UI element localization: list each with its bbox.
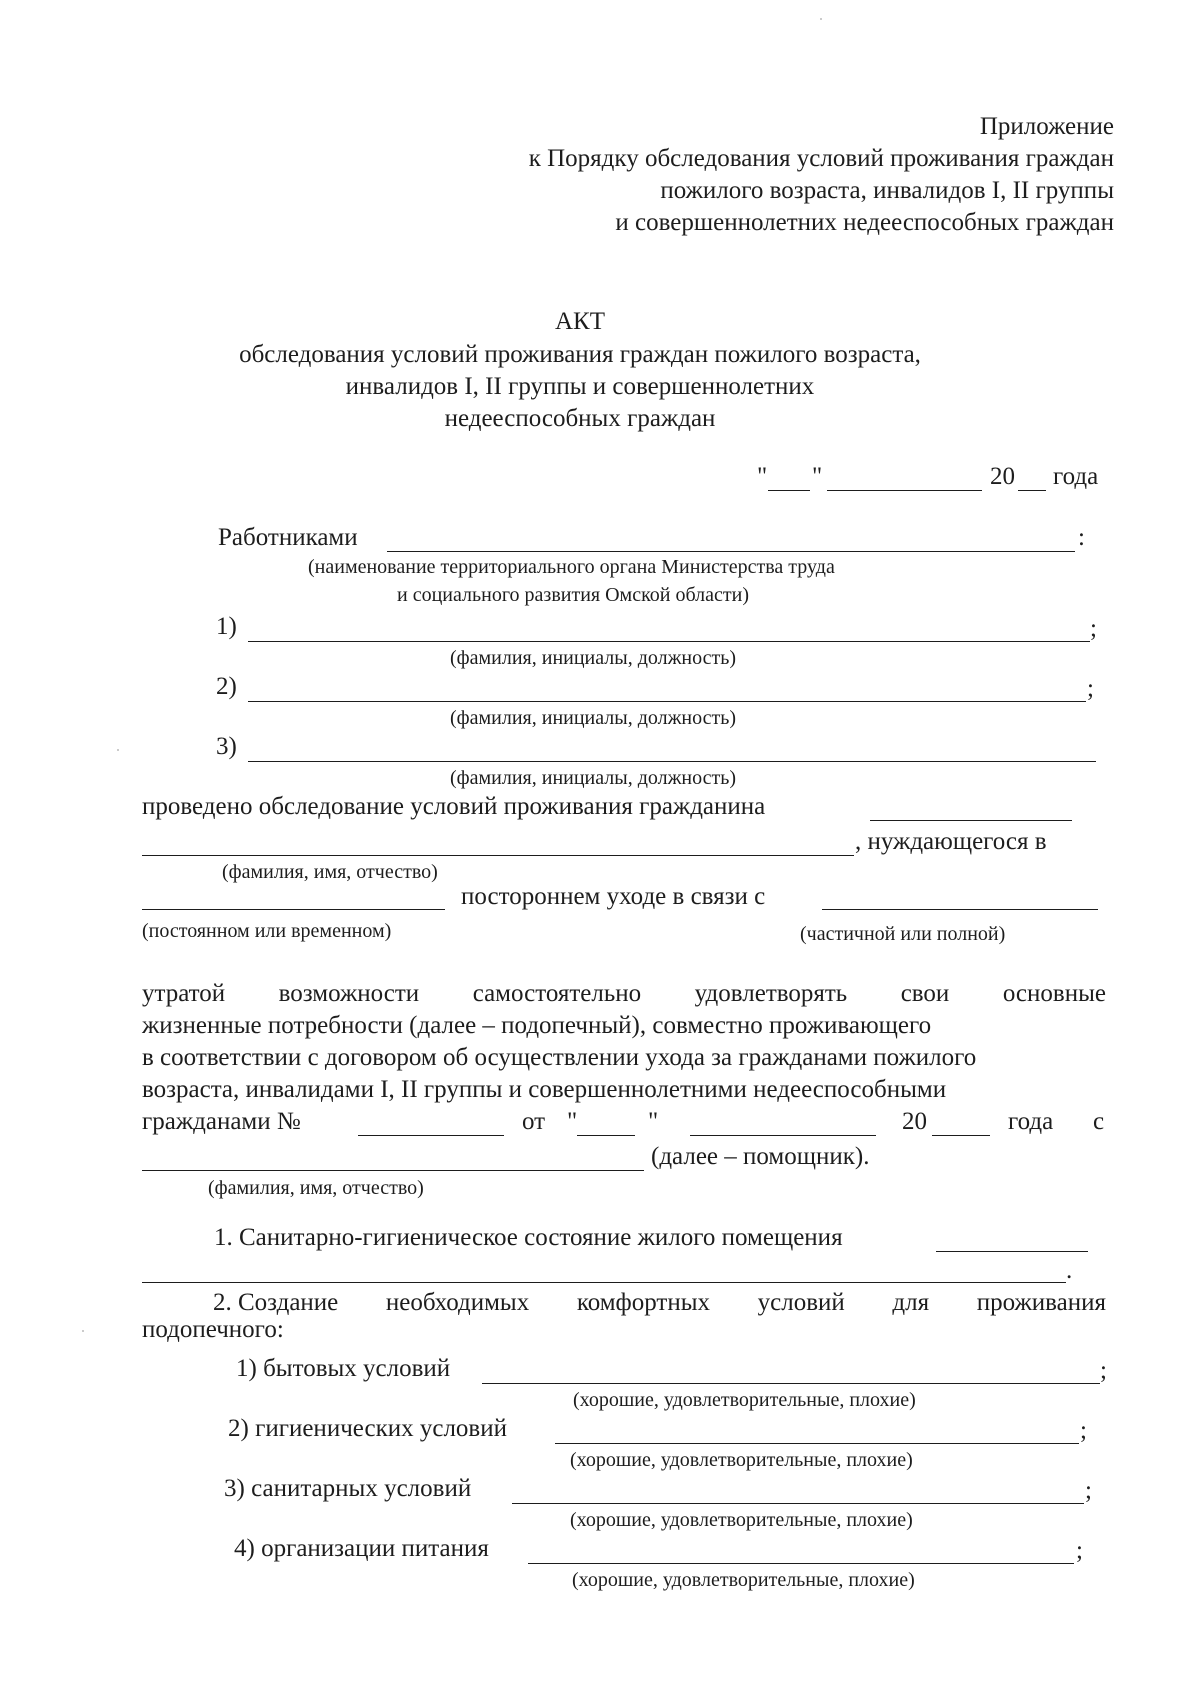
contract-year-blank [932,1135,990,1136]
worker-2-blank [248,701,1086,702]
body-line-2: жизненные потребности (далее – подопечный), совместно проживающего [142,1012,932,1039]
care-text: постороннем уходе в связи с [461,883,766,910]
contract-quote-open: " [567,1108,578,1135]
act-heading: АКТ [555,308,605,335]
condition-3-blank [512,1503,1084,1504]
contract-s: с [1093,1108,1105,1135]
contract-quote-close: " [648,1108,659,1135]
worker-1-number: 1) [216,613,237,640]
scan-speck [82,1330,84,1332]
body-word: удовлетворять [694,980,848,1007]
condition-2-label: 2) гигиенических условий [228,1415,507,1442]
care-degree-blank [822,909,1098,910]
appendix-line-4: и совершеннолетних недееспособных граждан [615,209,1114,236]
act-title-line-1: обследования условий проживания граждан пожилого возраста, [239,341,921,368]
body-word: основные [1002,980,1106,1007]
condition-1-hint: (хорошие, удовлетворительные, плохие) [573,1389,916,1411]
date-quote-close: " [812,463,823,490]
section-2-word: условий [757,1289,845,1316]
survey-needing: , нуждающегося в [855,828,1047,855]
body-word: возможности [278,980,420,1007]
worker-2-number: 2) [216,673,237,700]
worker-1-semicolon: ; [1090,615,1097,642]
body-line-3: в соответствии с договором об осуществлении ухода за гражданами пожилого [142,1044,977,1071]
act-title-line-2: инвалидов I, II группы и совершеннолетних [345,373,815,400]
body-word: свои [900,980,950,1007]
contract-from: от [522,1108,546,1135]
section-2-word: проживания [976,1289,1106,1316]
body-line-1 [142,979,1106,1009]
appendix-line-2: к Порядку обследования условий проживания граждан [528,145,1114,172]
date-day-blank [768,490,810,491]
section-1-end: . [1066,1257,1073,1284]
body-word: утратой [142,980,226,1007]
workers-hint-2: и социального развития Омской области) [397,584,750,606]
date-quote-open: " [757,463,768,490]
condition-3-hint: (хорошие, удовлетворительные, плохие) [570,1509,913,1531]
helper-text: (далее – помощник). [651,1143,870,1170]
contract-number-label: гражданами № [142,1108,301,1135]
condition-2-end: ; [1080,1417,1087,1444]
contract-goda: года [1008,1108,1054,1135]
date-year-prefix: 20 [990,463,1015,490]
condition-3-label: 3) санитарных условий [224,1475,472,1502]
condition-4-blank [528,1563,1074,1564]
date-year-blank [1018,490,1046,491]
section-1-text: 1. Санитарно-гигиеническое состояние жилого помещения [214,1224,843,1251]
helper-fio-hint: (фамилия, имя, отчество) [208,1177,424,1199]
workers-label: Работниками [218,524,358,551]
condition-2-blank [555,1443,1079,1444]
condition-1-blank [482,1383,1100,1384]
act-title-line-3: недееспособных граждан [444,405,716,432]
contract-number-blank [358,1135,504,1136]
care-type-blank [142,909,445,910]
condition-1-end: ; [1100,1357,1107,1384]
citizen-name-blank-1 [870,820,1072,821]
workers-hint-1: (наименование территориального органа Министерства труда [308,556,835,578]
worker-1-hint: (фамилия, инициалы, должность) [450,647,737,669]
section-2-line-2: подопечного: [142,1316,284,1343]
section-1-blank-1 [936,1251,1088,1252]
section-2-word: комфортных [576,1289,711,1316]
section-2-word: необходимых [385,1289,530,1316]
body-word: самостоятельно [472,980,642,1007]
body-line-4: возраста, инвалидами I, II группы и совершеннолетними недееспособными [142,1076,947,1103]
condition-1-label: 1) бытовых условий [236,1355,451,1382]
workers-colon: : [1078,524,1085,551]
workers-org-blank [387,551,1075,552]
date-year-suffix: года [1053,463,1099,490]
section-2-word: для [892,1289,930,1316]
worker-2-hint: (фамилия, инициалы, должность) [450,707,737,729]
condition-2-hint: (хорошие, удовлетворительные, плохие) [570,1449,913,1471]
section-1-blank-2 [142,1282,1066,1283]
section-2-line-1 [213,1288,1106,1318]
survey-line-1: проведено обследование условий проживания гражданина [142,793,766,820]
contract-day-blank [577,1135,635,1136]
care-type-hint: (постоянном или временном) [142,920,392,942]
worker-1-blank [248,641,1090,642]
care-degree-hint: (частичной или полной) [800,923,1006,945]
section-2-word: 2. Создание [213,1289,339,1316]
condition-3-end: ; [1085,1477,1092,1504]
citizen-fio-hint: (фамилия, имя, отчество) [222,861,438,883]
helper-name-blank [142,1170,644,1171]
worker-2-semicolon: ; [1087,675,1094,702]
contract-month-blank [690,1135,876,1136]
condition-4-label: 4) организации питания [234,1535,489,1562]
date-month-blank [827,490,982,491]
scan-speck [820,18,822,20]
contract-year-prefix: 20 [902,1108,927,1135]
appendix-line-3: пожилого возраста, инвалидов I, II группы [660,177,1114,204]
condition-4-end: ; [1076,1537,1083,1564]
worker-3-number: 3) [216,733,237,760]
worker-3-hint: (фамилия, инициалы, должность) [450,767,737,789]
appendix-line-1: Приложение [979,113,1114,140]
citizen-name-blank-2 [142,855,854,856]
worker-3-blank [248,761,1096,762]
scan-speck [117,749,119,751]
condition-4-hint: (хорошие, удовлетворительные, плохие) [572,1569,915,1591]
